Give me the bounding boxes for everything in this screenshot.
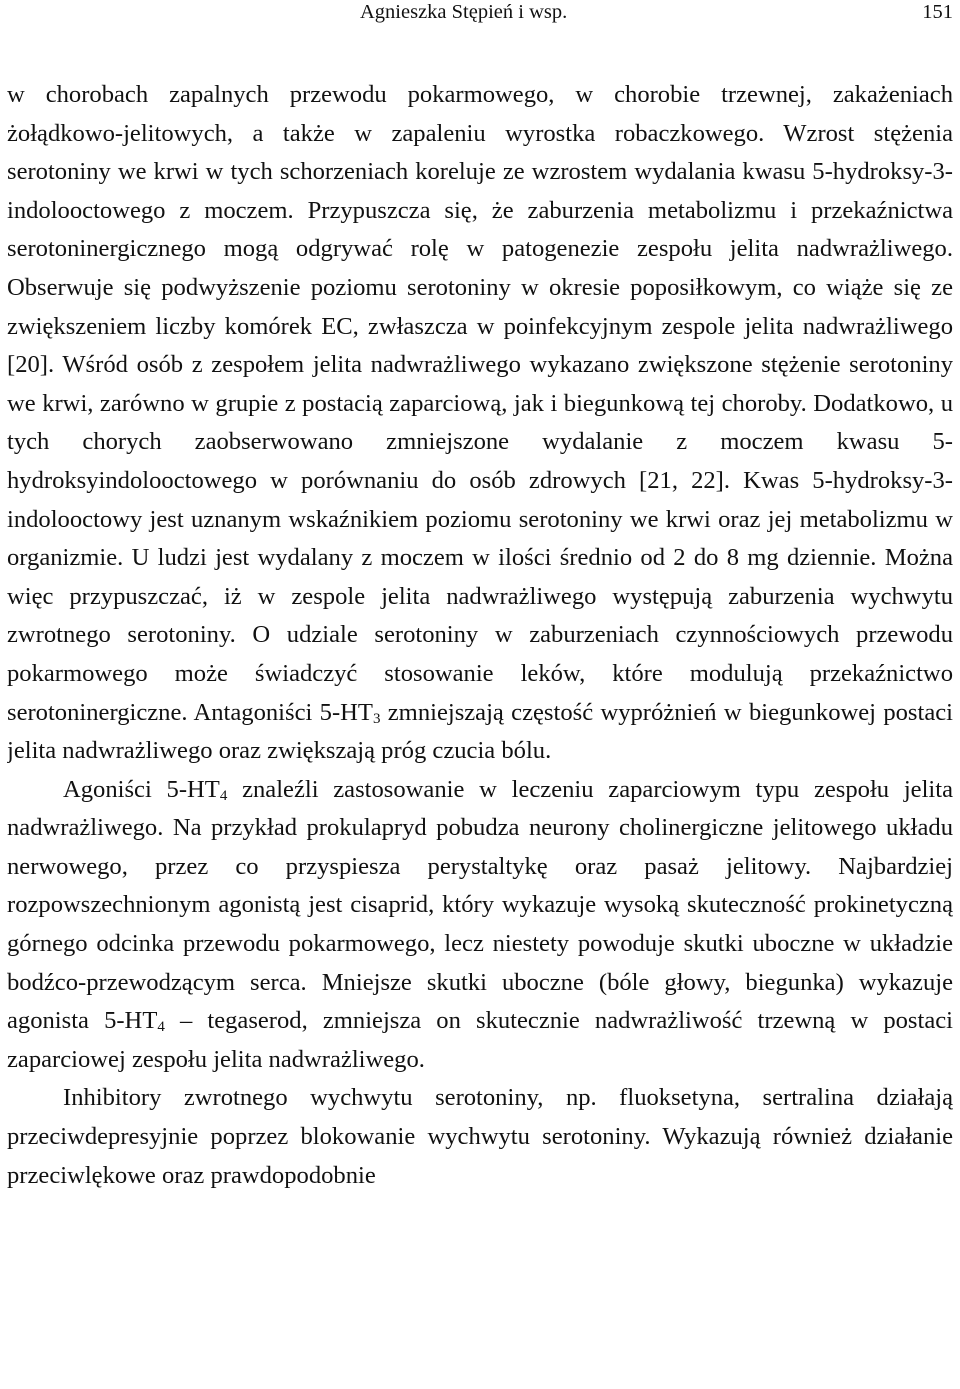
subscript: 4 [157, 1019, 165, 1036]
paragraph-2 [7, 771, 953, 1080]
text-run: Agoniści 5-HT [63, 775, 220, 803]
subscript: 4 [219, 787, 228, 804]
text-run: Inhibitory zwrotnego wychwytu serotoniny, np. fluoksetyna, sertralina działają przeciwdepresyjnie poprzez blokowanie wychwytu serotoniny. Wykazują również działanie przeciwlękowe oraz prawdopodobnie [7, 1084, 953, 1189]
body-text [7, 76, 953, 1195]
header-author: Agnieszka Stępień i wsp. [360, 1, 568, 23]
paragraph-1 [7, 76, 953, 771]
text-run: znaleźli zastosowanie w leczeniu zaparciowym typu zespołu jelita nadwrażliwego. Na przykład prokulapryd pobudza neurony cholinergiczne jelitowego układu nerwowego, przez co przyspiesza perystaltykę oraz pasaż jelitowy. Najbardziej rozpowszechnionym agonistą jest cisaprid, który wykazuje wysoką skuteczność prokinetyczną górnego odcinka przewodu pokarmowego, lecz niestety powoduje skutki uboczne w układzie bodźco-przewodzącym serca. Mniejsze skutki uboczne (bóle głowy, biegunka) wykazuje agonista 5-HT [7, 775, 953, 1035]
subscript: 3 [372, 710, 381, 727]
page-number: 151 [922, 1, 953, 23]
running-header [7, 0, 953, 36]
text-run: zmniejszają częstość wypróżnień w biegunkowej postaci jelita nadwrażliwego oraz zwiększają próg czucia bólu. [7, 698, 953, 765]
text-run: – tegaserod, zmniejsza on skutecznie nadwrażliwość trzewną w postaci zaparciowej zespołu jelita nadwrażliwego. [7, 1007, 953, 1073]
document-page [7, 0, 953, 1389]
text-run: w chorobach zapalnych przewodu pokarmowego, w chorobie trzewnej, zakażeniach żołądkowo-jelitowych, a także w zapaleniu wyrostka robaczkowego. Wzrost stężenia serotoniny we krwi w tych schorzeniach koreluje ze wzrostem wydalania kwasu 5-hydroksy-3-indolooctowego z moczem. Przypuszcza się, że zaburzenia metabolizmu i przekaźnictwa serotoninergicznego mogą odgrywać rolę w patogenezie zespołu jelita nadwrażliwego. Obserwuje się podwyższenie poziomu serotoniny w okresie poposiłkowym, co wiąże się ze zwiększeniem liczby komórek EC, zwłaszcza w poinfekcyjnym zespole jelita nadwrażliwego [20]. Wśród osób z zespołem jelita nadwrażliwego wykazano zwiększone stężenie serotoniny we krwi, zarówno w grupie z postacią zaparciową, jak i biegunkową tej choroby. Dodatkowo, u tych chorych zaobserwowano zmniejszone wydalanie z moczem kwasu 5-hydroksyindolooctowego w porównaniu do osób zdrowych [21, 22]. Kwas 5-hydroksy-3-indolooctowy jest uznanym wskaźnikiem poziomu serotoniny we krwi oraz jej metabolizmu w organizmie. U ludzi jest wydalany z moczem w ilości średnio od 2 do 8 mg dziennie. Można więc przypuszczać, iż w zespole jelita nadwrażliwego występują zaburzenia wychwytu zwrotnego serotoniny. O udziale serotoniny w zaburzeniach czynnościowych przewodu pokarmowego może świadczyć stosowanie leków, które modulują przekaźnictwo serotoninergiczne. Antagoniści 5-HT [7, 81, 953, 726]
paragraph-3 [7, 1079, 953, 1195]
